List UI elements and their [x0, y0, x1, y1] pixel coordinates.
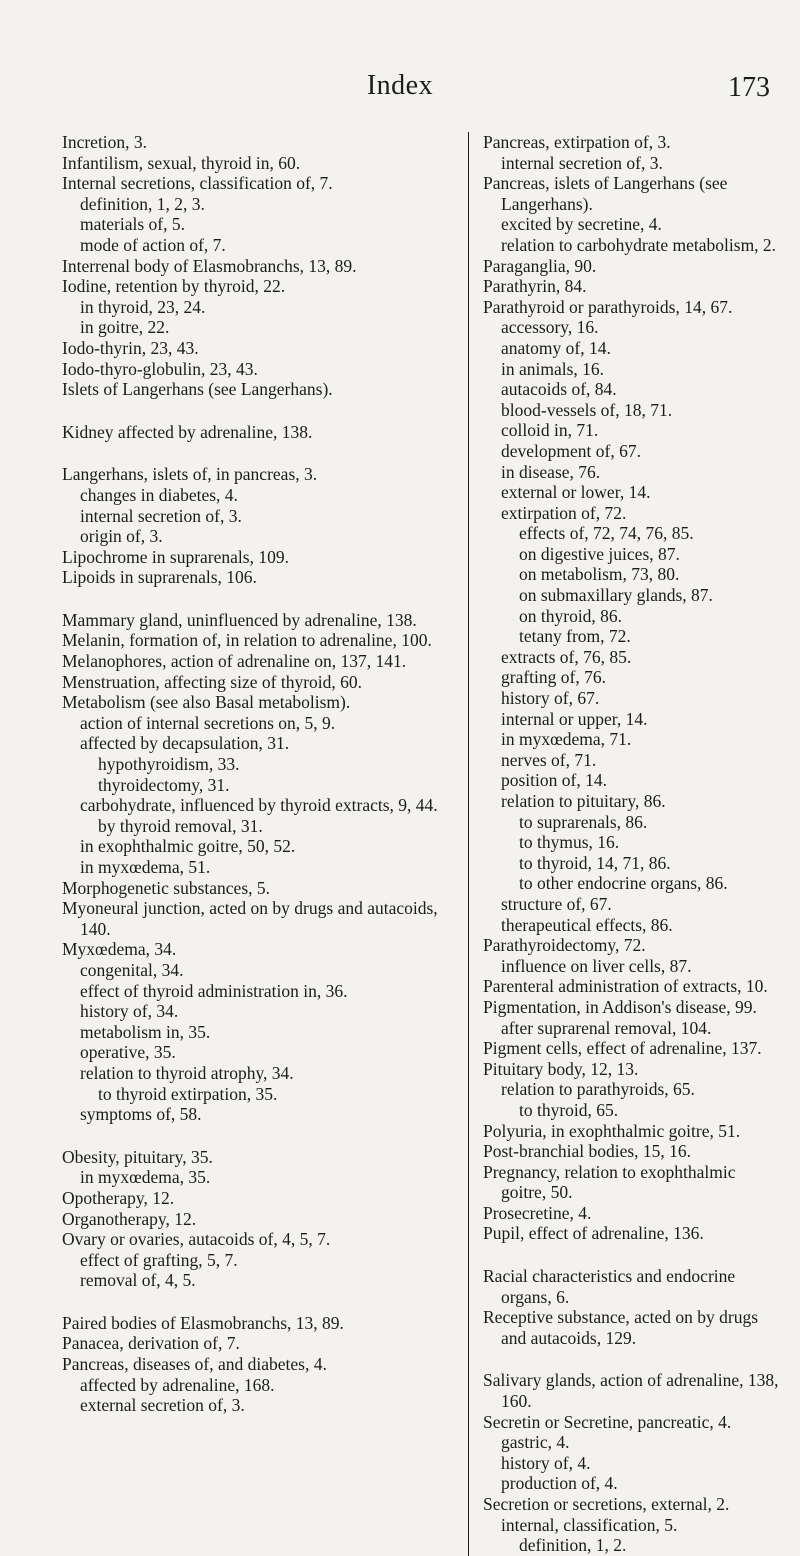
index-subentry: on metabolism, 73, 80.: [519, 564, 680, 585]
index-entry: Langerhans, islets of, in pancreas, 3.: [62, 464, 318, 485]
index-subentry: thyroidectomy, 31.: [98, 774, 230, 795]
index-subentry: relation to thyroid atrophy, 34.: [80, 1062, 294, 1083]
index-entry: Melanophores, action of adrenaline on, 137, 141.: [62, 651, 407, 672]
index-subentry: symptoms of, 58.: [80, 1104, 202, 1125]
index-subentry: blood-vessels of, 18, 71.: [501, 399, 673, 420]
index-subentry: effects of, 72, 74, 76, 85.: [519, 523, 694, 544]
index-entry: Parathyroidectomy, 72.: [483, 935, 646, 956]
index-entry: Menstruation, affecting size of thyroid, 60.: [62, 671, 363, 692]
index-entry: Incretion, 3.: [62, 132, 148, 152]
index-subentry: metabolism in, 35.: [80, 1021, 211, 1042]
index-subentry: action of internal secretions on, 5, 9.: [80, 712, 336, 733]
index-entry: Kidney affected by adrenaline, 138.: [62, 421, 313, 442]
index-subentry: on digestive juices, 87.: [519, 543, 680, 564]
section-gap: [62, 442, 454, 464]
index-subentry: to thyroid, 65.: [519, 1099, 619, 1120]
index-entry: Pancreas, diseases of, and diabetes, 4.: [62, 1354, 327, 1375]
index-subentry: relation to carbohydrate metabolism, 2.: [501, 234, 777, 255]
index-subentry: after suprarenal removal, 104.: [501, 1017, 712, 1038]
index-subentry: internal or upper, 14.: [501, 708, 648, 729]
index-subentry: grafting of, 76.: [501, 667, 606, 688]
index-subentry: congenital, 34.: [80, 959, 184, 980]
index-subentry: on thyroid, 86.: [519, 605, 623, 626]
index-subentry: definition, 1, 2, 3.: [80, 193, 205, 214]
index-entry: Pancreas, islets of Langerhans (see Langerhans).: [483, 173, 728, 214]
index-subentry: accessory, 16.: [501, 317, 599, 338]
section-gap: [62, 1125, 454, 1147]
index-entry: Lipochrome in suprarenals, 109.: [62, 546, 289, 567]
index-subentry: on submaxillary glands, 87.: [519, 585, 713, 606]
index-subentry: history of, 4.: [501, 1452, 591, 1473]
index-entry: Polyuria, in exophthalmic goitre, 51.: [483, 1120, 741, 1141]
section-gap: [62, 588, 454, 610]
index-subentry: development of, 67.: [501, 440, 641, 461]
page-header: [0, 0, 800, 120]
index-column-left: [62, 132, 454, 1416]
index-entry: Secretin or Secretine, pancreatic, 4.: [483, 1411, 732, 1432]
index-subentry: by thyroid removal, 31.: [98, 815, 263, 836]
index-entry: Infantilism, sexual, thyroid in, 60.: [62, 152, 301, 173]
index-subentry: structure of, 67.: [501, 893, 612, 914]
index-subentry: internal secretion of, 3.: [501, 152, 663, 173]
index-entry: Pigmentation, in Addison's disease, 99.: [483, 996, 757, 1017]
index-entry: Parathyroid or parathyroids, 14, 67.: [483, 296, 733, 317]
index-column-right: [468, 132, 783, 1556]
index-subentry: in goitre, 22.: [80, 317, 170, 338]
index-entry: Islets of Langerhans (see Langerhans).: [62, 379, 333, 400]
index-subentry: position of, 14.: [501, 770, 607, 791]
index-subentry: history of, 34.: [80, 1001, 179, 1022]
index-subentry: in exophthalmic goitre, 50, 52.: [80, 836, 296, 857]
index-subentry: mode of action of, 7.: [80, 234, 226, 255]
index-subentry: extirpation of, 72.: [501, 502, 627, 523]
index-entry: Internal secretions, classification of, 7.: [62, 173, 333, 194]
index-subentry: changes in diabetes, 4.: [80, 484, 238, 505]
index-subentry: autacoids of, 84.: [501, 379, 617, 400]
index-subentry: tetany from, 72.: [519, 626, 631, 647]
index-entry: Metabolism (see also Basal metabolism).: [62, 692, 351, 713]
index-entry: Pupil, effect of adrenaline, 136.: [483, 1223, 704, 1244]
index-subentry: to thyroid extirpation, 35.: [98, 1083, 278, 1104]
index-entry: Iodo-thyrin, 23, 43.: [62, 337, 199, 358]
index-subentry: removal of, 4, 5.: [80, 1270, 196, 1291]
index-subentry: external or lower, 14.: [501, 482, 651, 503]
index-subentry: in myxœdema, 51.: [80, 857, 211, 877]
index-entry: Parenteral administration of extracts, 10.: [483, 976, 768, 997]
index-entry: Racial characteristics and endocrine organs, 6.: [483, 1266, 736, 1307]
index-subentry: affected by decapsulation, 31.: [80, 733, 290, 754]
index-subentry: in disease, 76.: [501, 461, 601, 482]
index-subentry: in animals, 16.: [501, 358, 605, 379]
index-entry: Salivary glands, action of adrenaline, 138, 160.: [483, 1370, 779, 1412]
index-entry: Myxœdema, 34.: [62, 939, 177, 960]
index-subentry: in myxœdema, 35.: [80, 1167, 211, 1188]
section-gap: [483, 1348, 783, 1370]
index-subentry: operative, 35.: [80, 1042, 176, 1063]
index-subentry: internal secretion of, 3.: [80, 505, 242, 526]
page-number: 173: [728, 72, 770, 103]
index-entry: Receptive substance, acted on by drugs and autacoids, 129.: [483, 1307, 759, 1348]
index-subentry: anatomy of, 14.: [501, 337, 611, 358]
index-subentry: carbohydrate, influenced by thyroid extracts, 9, 44.: [80, 795, 438, 816]
index-subentry: extracts of, 76, 85.: [501, 646, 632, 667]
index-entry: Melanin, formation of, in relation to adrenaline, 100.: [62, 630, 432, 651]
index-entry: Interrenal body of Elasmobranchs, 13, 89.: [62, 255, 357, 276]
section-gap: [62, 400, 454, 422]
index-subentry: materials of, 5.: [80, 214, 185, 235]
index-subentry: to other endocrine organs, 86.: [519, 873, 728, 894]
index-subentry: to thyroid, 14, 71, 86.: [519, 852, 671, 873]
section-gap: [62, 1291, 454, 1313]
index-subentry: production of, 4.: [501, 1473, 618, 1494]
index-entry: Parathyrin, 84.: [483, 276, 587, 297]
index-subentry: gastric, 4.: [501, 1432, 570, 1453]
index-entry: Morphogenetic substances, 5.: [62, 877, 271, 898]
index-subentry: to thymus, 16.: [519, 832, 620, 853]
index-subentry: relation to pituitary, 86.: [501, 791, 666, 811]
index-entry: Paraganglia, 90.: [483, 255, 597, 276]
index-subentry: definition, 1, 2.: [519, 1535, 627, 1556]
index-entry: Mammary gland, uninfluenced by adrenaline, 138.: [62, 609, 417, 630]
index-subentry: nerves of, 71.: [501, 749, 597, 770]
index-subentry: hypothyroidism, 33.: [98, 754, 240, 775]
index-entry: Myoneural junction, acted on by drugs and autacoids, 140.: [62, 898, 438, 939]
page-title: Index: [366, 70, 434, 101]
index-entry: Pituitary body, 12, 13.: [483, 1058, 639, 1079]
index-entry: Pancreas, extirpation of, 3.: [483, 132, 671, 152]
index-entry: Pregnancy, relation to exophthalmic goitre, 50.: [483, 1161, 736, 1203]
index-entry: Paired bodies of Elasmobranchs, 13, 89.: [62, 1312, 344, 1333]
index-subentry: colloid in, 71.: [501, 420, 599, 441]
index-subentry: affected by adrenaline, 168.: [80, 1374, 275, 1395]
index-subentry: in myxœdema, 71.: [501, 729, 632, 750]
index-entry: Iodo-thyro-globulin, 23, 43.: [62, 358, 258, 379]
index-entry: Iodine, retention by thyroid, 22.: [62, 276, 286, 297]
index-subentry: in thyroid, 23, 24.: [80, 296, 206, 317]
index-subentry: relation to parathyroids, 65.: [501, 1079, 695, 1100]
index-entry: Opotherapy, 12.: [62, 1187, 175, 1208]
index-subentry: internal, classification, 5.: [501, 1514, 678, 1535]
index-subentry: influence on liver cells, 87.: [501, 955, 692, 976]
index-entry: Obesity, pituitary, 35.: [62, 1146, 213, 1167]
index-entry: Ovary or ovaries, autacoids of, 4, 5, 7.: [62, 1229, 331, 1250]
index-subentry: excited by secretine, 4.: [501, 214, 662, 235]
index-entry: Secretion or secretions, external, 2.: [483, 1494, 730, 1514]
index-subentry: history of, 67.: [501, 688, 600, 709]
index-entry: Lipoids in suprarenals, 106.: [62, 567, 257, 588]
index-subentry: therapeutical effects, 86.: [501, 914, 673, 935]
index-entry: Organotherapy, 12.: [62, 1208, 197, 1229]
index-entry: Pigment cells, effect of adrenaline, 137.: [483, 1038, 762, 1059]
index-subentry: effect of grafting, 5, 7.: [80, 1249, 238, 1270]
index-subentry: origin of, 3.: [80, 526, 163, 547]
index-subentry: effect of thyroid administration in, 36.: [80, 980, 348, 1001]
index-entry: Prosecretine, 4.: [483, 1202, 592, 1223]
index-subentry: to suprarenals, 86.: [519, 811, 648, 832]
section-gap: [483, 1244, 783, 1266]
index-subentry: external secretion of, 3.: [80, 1395, 245, 1416]
index-entry: Panacea, derivation of, 7.: [62, 1333, 240, 1354]
index-entry: Post-branchial bodies, 15, 16.: [483, 1141, 692, 1162]
